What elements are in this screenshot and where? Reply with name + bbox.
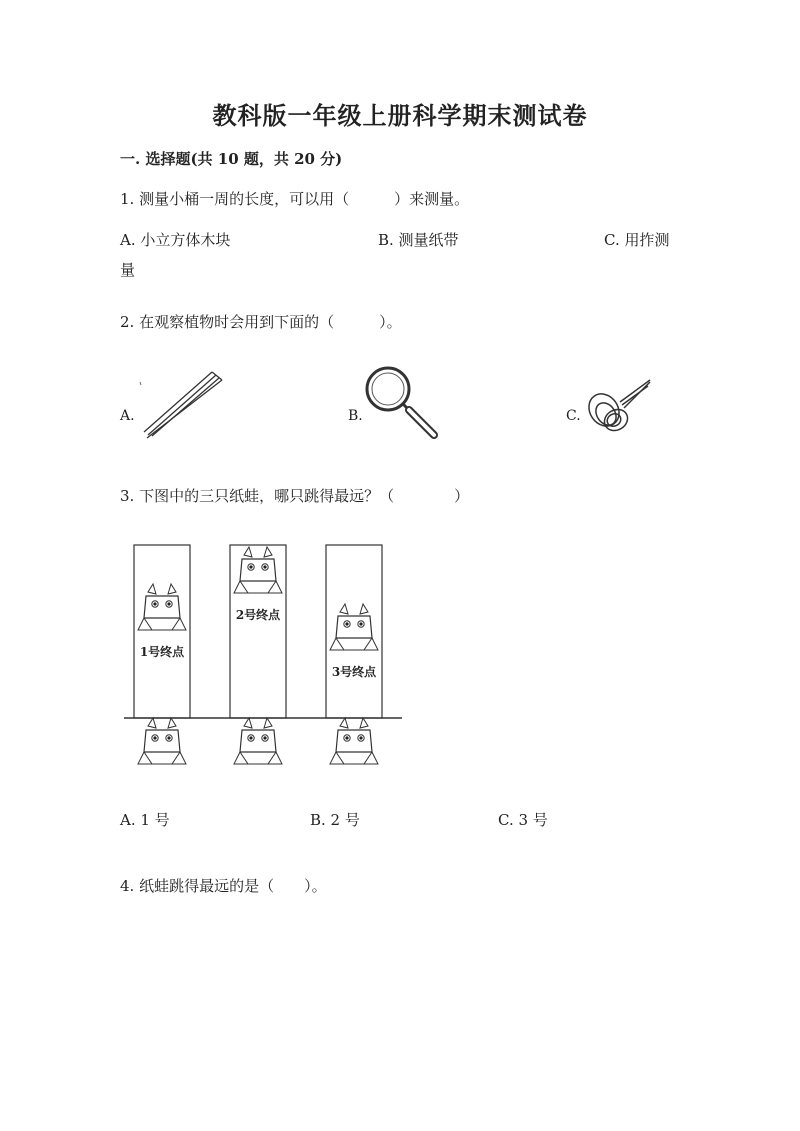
frog-1-start-icon	[138, 718, 186, 764]
frog-2-start-icon	[234, 718, 282, 764]
endpoint-label-1: 1号终点	[139, 645, 185, 659]
frog-1-end-icon	[138, 584, 186, 630]
endpoint-label-3: 3号终点	[331, 665, 377, 679]
question-4: 4. 纸蛙跳得最远的是（ ）。	[120, 877, 327, 895]
q1-option-a[interactable]: A. 小立方体木块	[120, 231, 231, 249]
question-3: 3. 下图中的三只纸蛙，哪只跳得最远？（ ）	[120, 487, 470, 505]
q3-option-a[interactable]: A. 1 号	[120, 811, 170, 829]
q1-option-b[interactable]: B. 测量纸带	[378, 231, 459, 249]
scissors-icon	[584, 372, 664, 442]
q1-option-c[interactable]: C. 用拃测	[604, 231, 670, 249]
frog-2-end-icon	[234, 547, 282, 593]
track-1	[134, 545, 190, 718]
question-1: 1. 测量小桶一周的长度，可以用（ ）来测量。	[120, 190, 470, 208]
endpoint-label-2: 2号终点	[235, 608, 281, 622]
section-heading: 一. 选择题(共 10 题，共 20 分)	[120, 150, 343, 168]
page-title: 教科版一年级上册科学期末测试卷	[212, 101, 588, 130]
q2-option-b-label[interactable]: B.	[348, 408, 363, 424]
q3-option-b[interactable]: B. 2 号	[310, 811, 360, 829]
q1-option-c-wrap: 量	[120, 261, 136, 279]
chopsticks-icon	[134, 362, 234, 442]
frog-3-start-icon	[330, 718, 378, 764]
q2-option-c-label[interactable]: C.	[566, 408, 581, 424]
frog-3-end-icon	[330, 604, 378, 650]
magnifier-icon	[362, 364, 442, 444]
frog-jump-diagram	[120, 535, 410, 780]
q3-option-c[interactable]: C. 3 号	[498, 811, 548, 829]
question-2: 2. 在观察植物时会用到下面的（ ）。	[120, 313, 402, 331]
q2-option-a-label[interactable]: A.	[120, 408, 135, 424]
